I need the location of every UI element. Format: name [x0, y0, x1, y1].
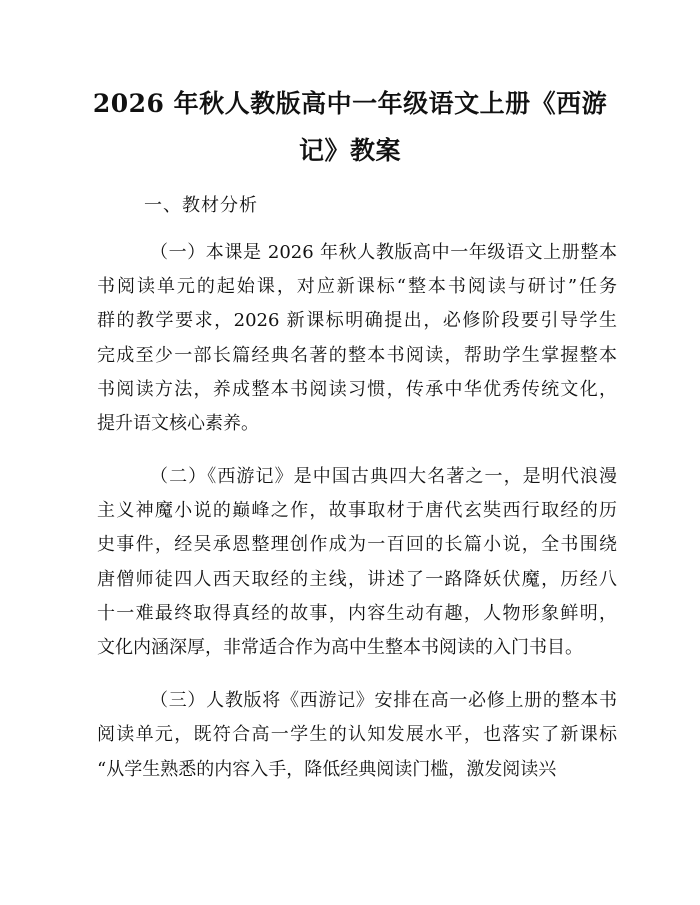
- paragraph-1-line: 书阅读单元的起始课，对应新课标“整本书阅读与研讨”任务: [97, 276, 617, 297]
- paragraph-3-line: “从学生熟悉的内容入手，降低经典阅读门槛，激发阅读兴: [97, 759, 557, 780]
- document-title-line-1: 2026 年秋人教版高中一年级语文上册《西游: [92, 89, 608, 118]
- paragraph-1-line: （一）本课是 2026 年秋人教版高中一年级语文上册整本: [150, 242, 617, 263]
- paragraph-2-line: 十一难最终取得真经的故事，内容生动有趣，人物形象鲜明，: [97, 603, 617, 624]
- paragraph-3-line: （三）人教版将《西游记》安排在高一必修上册的整本书: [150, 690, 617, 711]
- section-heading-material-analysis: 一、教材分析: [144, 195, 258, 216]
- paragraph-3-line: 阅读单元，既符合高一学生的认知发展水平，也落实了新课标: [97, 724, 617, 745]
- paragraph-1-line: 提升语文核心素养。: [97, 413, 259, 434]
- paragraph-2-line: 唐僧师徒四人西天取经的主线，讲述了一路降妖伏魔，历经八: [97, 569, 617, 590]
- paragraph-2-line: （二）《西游记》是中国古典四大名著之一，是明代浪漫: [150, 466, 617, 487]
- paragraph-1-line: 群的教学要求，2026 新课标明确提出，必修阶段要引导学生: [97, 310, 617, 331]
- document-title-line-2: 记》教案: [298, 136, 401, 165]
- paragraph-2-line: 文化内涵深厚，非常适合作为高中生整本书阅读的入门书目。: [97, 637, 583, 658]
- paragraph-2-line: 主义神魔小说的巅峰之作，故事取材于唐代玄奘西行取经的历: [97, 500, 617, 521]
- paragraph-1-line: 完成至少一部长篇经典名著的整本书阅读，帮助学生掌握整本: [97, 345, 617, 366]
- paragraph-1-line: 书阅读方法，养成整本书阅读习惯，传承中华优秀传统文化，: [97, 379, 617, 400]
- paragraph-2-line: 史事件，经吴承恩整理创作成为一百回的长篇小说，全书围绕: [97, 534, 617, 555]
